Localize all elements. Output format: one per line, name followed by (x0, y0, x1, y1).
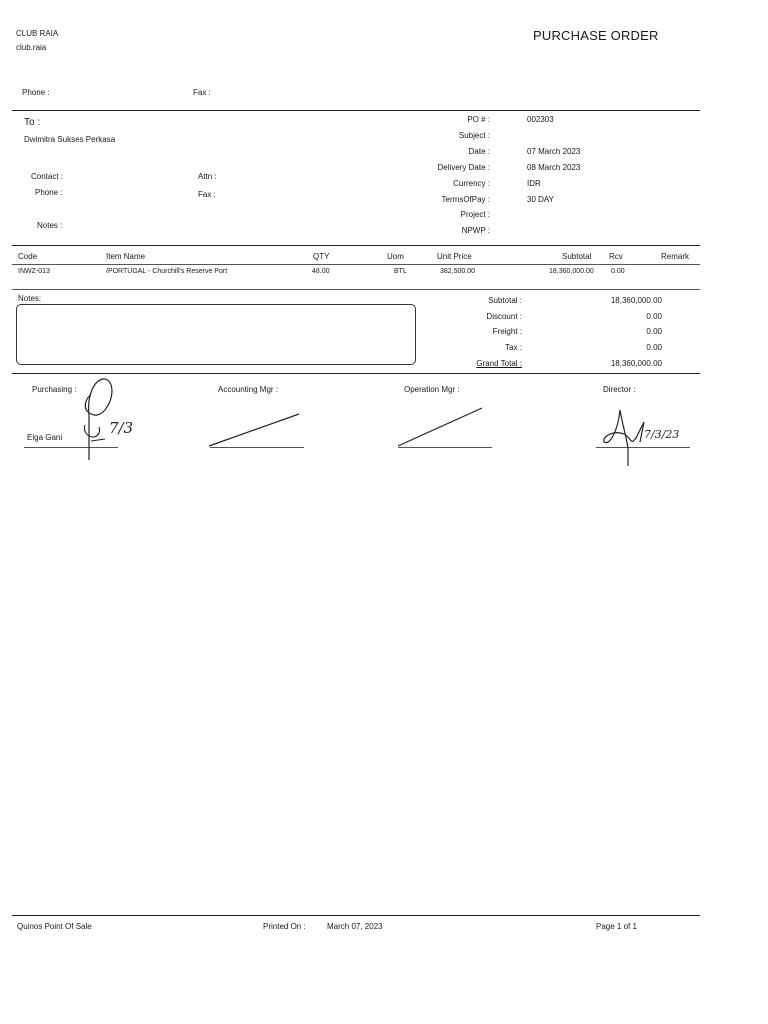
operation-mark (394, 404, 486, 450)
company-website: club.raia (16, 43, 47, 52)
purchasing-label: Purchasing : (32, 385, 77, 394)
footer-divider (12, 915, 700, 916)
col-remark: Remark (661, 252, 690, 261)
table-bottom-rule (12, 289, 700, 290)
director-date-note: 7/3/23 (644, 428, 680, 441)
contact-label: Contact : (31, 172, 64, 181)
notes-label: Notes : (37, 221, 63, 230)
footer-printed-date: March 07, 2023 (327, 922, 383, 931)
po-number-label: PO # : (467, 115, 490, 124)
purchasing-signature (75, 375, 165, 470)
table-top-rule (12, 245, 700, 246)
col-item-name: Item Name (106, 252, 146, 261)
row-code: INWZ-013 (18, 268, 50, 275)
tax-label: Tax : (505, 343, 522, 352)
grand-total-value: 18,360,000.00 (610, 359, 662, 368)
footer-software: Quinos Point Of Sale (17, 922, 92, 931)
col-rcv: Rcv (609, 252, 623, 261)
subtotal-label: Subtotal : (488, 296, 522, 305)
col-subtotal: Subtotal (562, 252, 592, 261)
row-uom: BTL (394, 268, 407, 275)
project-label: Project : (460, 210, 490, 219)
to-label: To : (24, 117, 41, 128)
col-qty: QTY (313, 252, 330, 261)
director-label: Director : (603, 385, 636, 394)
footer-printed-label: Printed On : (263, 922, 306, 931)
vendor-fax-label: Fax : (198, 190, 216, 199)
freight-value: 0.00 (646, 327, 662, 336)
currency-value: IDR (527, 179, 541, 188)
row-unit-price: 382,500.00 (440, 268, 476, 275)
currency-label: Currency : (453, 179, 490, 188)
notes-box-label: Notes: (18, 294, 42, 303)
col-uom: Uom (387, 252, 404, 261)
subtotal-value: 18,360,000.00 (610, 296, 662, 305)
fax-label: Fax : (193, 88, 211, 97)
date-label: Date : (468, 147, 490, 156)
table-header-rule (12, 264, 700, 265)
discount-value: 0.00 (646, 312, 662, 321)
delivery-date-label: Delivery Date : (437, 163, 490, 172)
footer-page: Page 1 of 1 (596, 922, 637, 931)
npwp-label: NPWP : (461, 226, 490, 235)
vendor-name: Dwimitra Sukses Perkasa (24, 135, 116, 144)
subject-label: Subject : (458, 131, 490, 140)
director-signature (600, 400, 700, 470)
grand-total-label: Grand Total : (476, 359, 522, 368)
row-item-name: /PORTUGAL - Churchill's Reserve Port (106, 268, 228, 275)
operation-label: Operation Mgr : (404, 385, 460, 394)
col-unit-price: Unit Price (437, 252, 472, 261)
company-name: CLUB RAIA (16, 29, 59, 38)
attn-label: Attn : (198, 172, 217, 181)
phone-label: Phone : (22, 88, 50, 97)
freight-label: Freight : (492, 327, 522, 336)
terms-label: TermsOfPay : (441, 195, 490, 204)
row-rcv: 0.00 (611, 268, 625, 275)
col-code: Code (18, 252, 38, 261)
header-divider (12, 110, 700, 111)
purchasing-name: Elga Gani (27, 433, 63, 442)
vendor-phone-label: Phone : (35, 188, 63, 197)
accounting-label: Accounting Mgr : (218, 385, 279, 394)
approvals-divider (12, 373, 700, 374)
row-subtotal: 18,360,000.00 (549, 268, 594, 275)
discount-label: Discount : (486, 312, 522, 321)
terms-value: 30 DAY (527, 195, 554, 204)
date-value: 07 March 2023 (527, 147, 581, 156)
document-title: PURCHASE ORDER (533, 28, 659, 43)
po-number-value: 002303 (527, 115, 554, 124)
row-qty: 48.00 (312, 268, 330, 275)
tax-value: 0.00 (646, 343, 662, 352)
delivery-date-value: 08 March 2023 (527, 163, 581, 172)
notes-box (16, 304, 416, 365)
purchasing-date-note: 7/3 (109, 419, 134, 437)
accounting-mark (205, 410, 305, 450)
